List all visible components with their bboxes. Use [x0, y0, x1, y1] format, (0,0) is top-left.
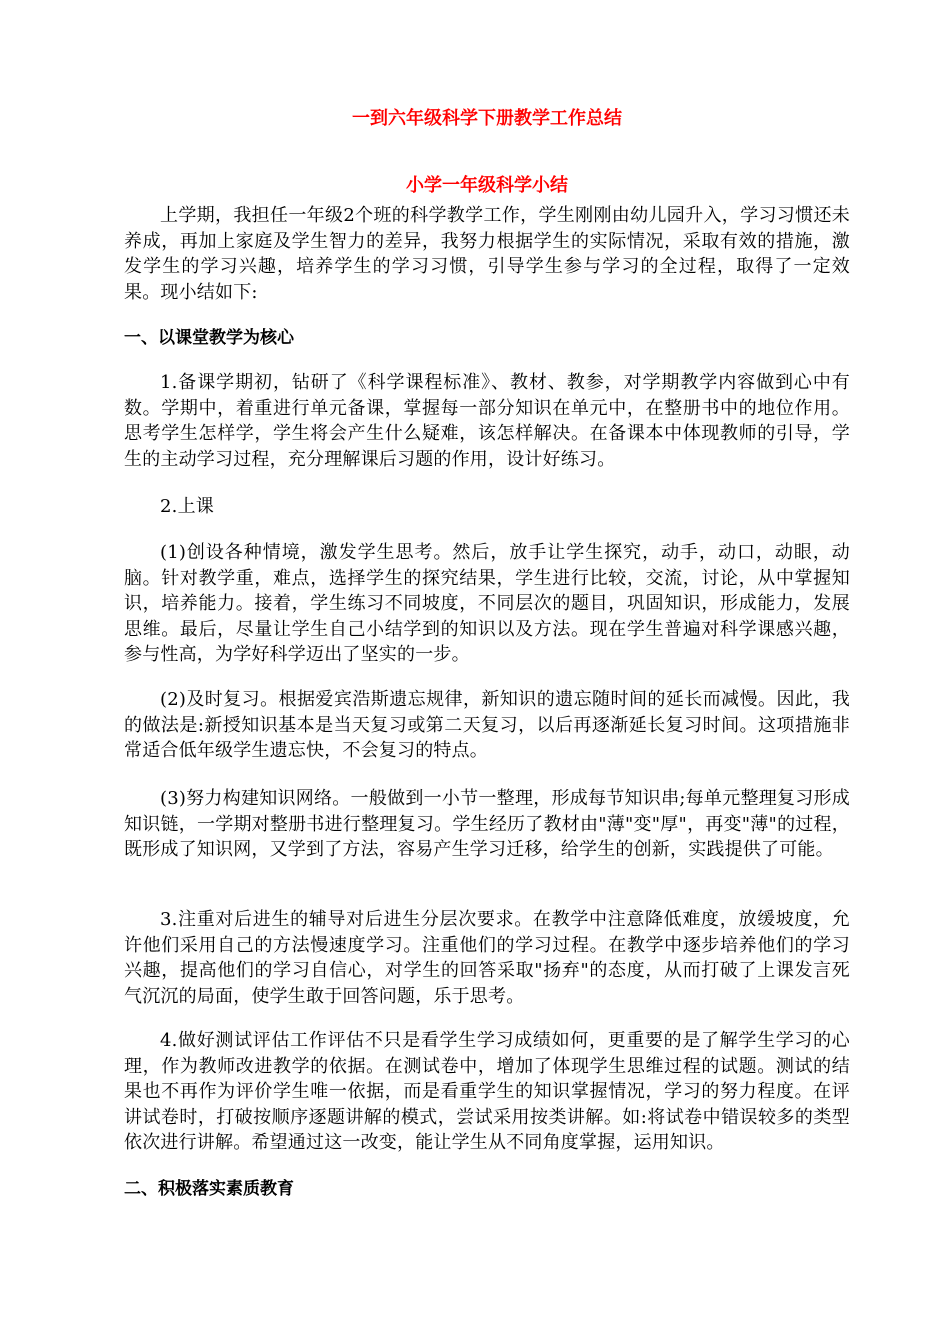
paragraph-item-2-2: (2)及时复习。根据爱宾浩斯遗忘规律，新知识的遗忘随时间的延长而减慢。因此，我的做法是:新授知识基本是当天复习或第二天复习，以后再逐渐延长复习时间。这项措施非常适合低年级学生遗忘快，不会复习的特点。: [124, 689, 850, 761]
section-heading-2: 二、积极落实素质教育: [124, 1179, 294, 1199]
paragraph-item-2-3: (3)努力构建知识网络。一般做到一小节一整理，形成每节知识串;每单元整理复习形成知识链，一学期对整册书进行整理复习。学生经历了教材由"薄"变"厚"，再变"薄"的过程，既形成了知识网，又学到了方法，容易产生学习迁移，给学生的创新，实践提供了可能。: [124, 788, 850, 860]
paragraph-item-3: 3.注重对后进生的辅导对后进生分层次要求。在教学中注意降低难度，放缓坡度，允许他们采用自己的方法慢速度学习。注重他们的学习过程。在教学中逐步培养他们的学习兴趣，提高他们的学习自信心，对学生的回答采取"扬弃"的态度，从而打破了上课发言死气沉沉的局面，使学生敢于回答问题，乐于思考。: [124, 909, 850, 1007]
paragraph-item-2-1: (1)创设各种情境，激发学生思考。然后，放手让学生探究，动手，动口，动眼，动脑。针对教学重，难点，选择学生的探究结果，学生进行比较，交流，讨论，从中掌握知识，培养能力。接着，学生练习不同坡度，不同层次的题目，巩固知识，形成能力，发展思维。最后，尽量让学生自己小结学到的知识以及方法。现在学生普遍对科学课感兴趣，参与性高，为学好科学迈出了坚实的一步。: [124, 542, 850, 665]
document-title: 一到六年级科学下册教学工作总结: [352, 108, 622, 129]
paragraph-item-1: 1.备课学期初，钻研了《科学课程标准》、教材、教参，对学期教学内容做到心中有数。学期中，着重进行单元备课，掌握每一部分知识在单元中，在整册书中的地位作用。思考学生怎样学，学生将会产生什么疑难，该怎样解决。在备课本中体现教师的引导，学生的主动学习过程，充分理解课后习题的作用，设计好练习。: [124, 372, 850, 470]
paragraph-item-4: 4.做好测试评估工作评估不只是看学生学习成绩如何，更重要的是了解学生学习的心理，作为教师改进教学的依据。在测试卷中，增加了体现学生思维过程的试题。测试的结果也不再作为评价学生唯一依据，而是看重学生的知识掌握情况，学习的努力程度。在评讲试卷时，打破按顺序逐题讲解的模式，尝试采用按类讲解。如:将试卷中错误较多的类型依次进行讲解。希望通过这一改变，能让学生从不同角度掌握，运用知识。: [124, 1030, 850, 1153]
document-subtitle: 小学一年级科学小结: [406, 175, 568, 196]
intro-paragraph: 上学期，我担任一年级2个班的科学教学工作，学生刚刚由幼儿园升入，学习习惯还未养成，再加上家庭及学生智力的差异，我努力根据学生的实际情况，采取有效的措施，激发学生的学习兴趣，培养学生的学习习惯，引导学生参与学习的全过程，取得了一定效果。现小结如下:: [124, 205, 850, 303]
paragraph-item-2: 2.上课: [160, 496, 214, 517]
section-heading-1: 一、以课堂教学为核心: [124, 328, 294, 348]
